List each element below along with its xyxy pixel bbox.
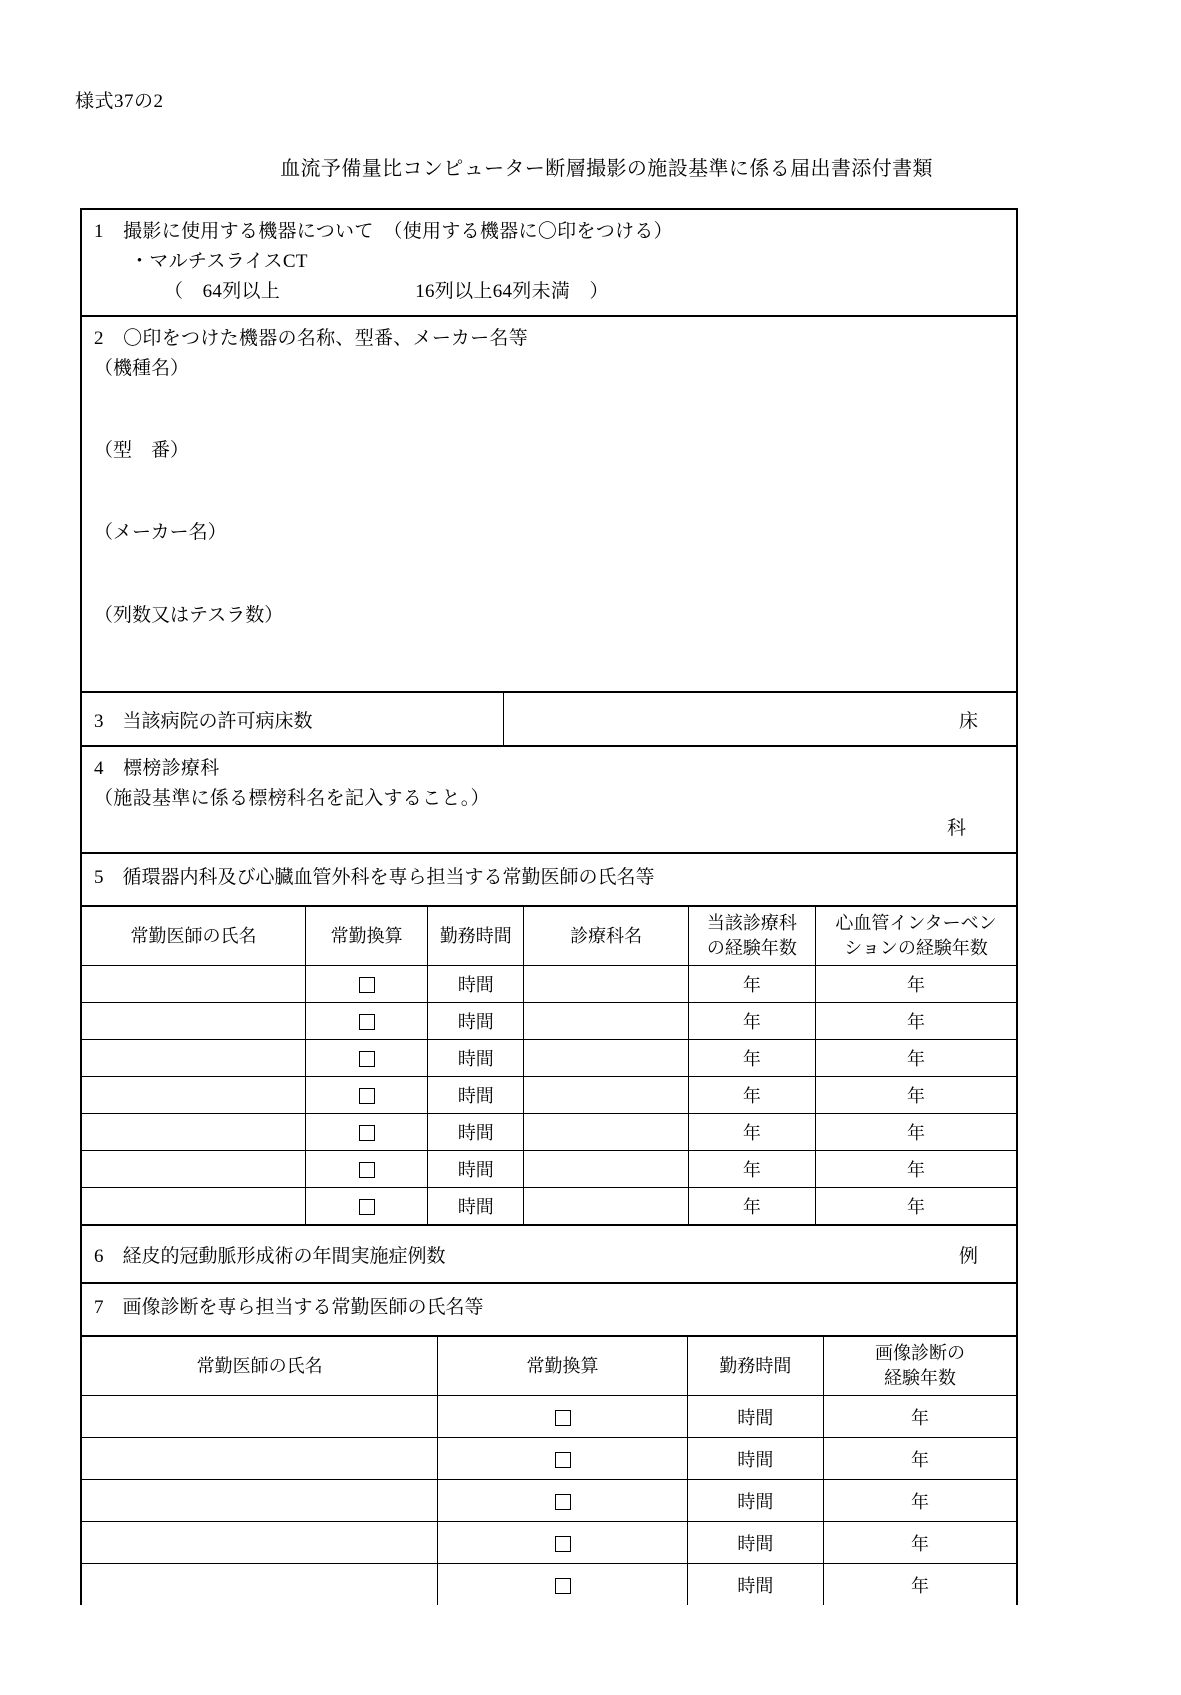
dept-experience-years-cell[interactable]: 年 [688, 966, 815, 1003]
section-2-rows-blank[interactable] [94, 631, 1004, 683]
form-number: 様式37の2 [75, 91, 164, 112]
fulltime-equivalent-cell[interactable] [305, 1040, 427, 1077]
column-header-3: 画像診断の 経験年数 [824, 1337, 1016, 1396]
table-row [82, 1480, 1016, 1522]
checkbox-icon[interactable] [359, 977, 375, 993]
fulltime-equivalent-cell[interactable] [438, 1480, 688, 1522]
column-header-2: 勤務時間 [687, 1337, 823, 1396]
department-name-cell[interactable] [524, 1003, 688, 1040]
checkbox-icon[interactable] [359, 1088, 375, 1104]
checkbox-icon[interactable] [359, 1199, 375, 1215]
doctor-name-input[interactable] [82, 1077, 305, 1114]
doctor-name-input[interactable] [82, 1522, 438, 1564]
department-name-cell[interactable] [524, 1077, 688, 1114]
column-header-5: 心血管インターベン ションの経験年数 [816, 907, 1016, 966]
table-row [82, 1564, 1016, 1606]
imaging-experience-years-cell[interactable]: 年 [824, 1396, 1016, 1438]
fulltime-equivalent-cell[interactable] [305, 1077, 427, 1114]
work-hours-cell[interactable]: 時間 [687, 1438, 823, 1480]
work-hours-cell[interactable]: 時間 [687, 1396, 823, 1438]
section-2 [82, 317, 1016, 693]
section-6-unit: 例 [958, 1245, 978, 1267]
section-1-options: （ 64列以上 16列以上64列未満 ） [164, 281, 609, 302]
document-title: 血流予備量比コンピューター断層撮影の施設基準に係る届出書添付書類 [280, 158, 933, 180]
section-6-heading: 6 経皮的冠動脈形成術の年間実施症例数 [94, 1245, 446, 1267]
work-hours-cell[interactable]: 時間 [687, 1480, 823, 1522]
section-1-item: ・マルチスライスCT [130, 251, 308, 272]
section-3-value-cell[interactable] [504, 693, 1016, 745]
doctor-name-input[interactable] [82, 1003, 305, 1040]
dept-experience-years-cell[interactable]: 年 [688, 1151, 815, 1188]
checkbox-icon[interactable] [359, 1125, 375, 1141]
section-2-heading: 2 〇印をつけた機器の名称、型番、メーカー名等 [94, 328, 529, 349]
doctor-name-input[interactable] [82, 1480, 438, 1522]
dept-experience-years-cell[interactable]: 年 [688, 1188, 815, 1225]
section-6 [82, 1226, 1016, 1284]
doctor-name-input[interactable] [82, 1151, 305, 1188]
table-header-row [82, 907, 1016, 966]
work-hours-cell[interactable]: 時間 [428, 1077, 524, 1114]
department-name-cell[interactable] [524, 1151, 688, 1188]
intervention-experience-years-cell[interactable]: 年 [816, 1077, 1016, 1114]
table-row [82, 966, 1016, 1003]
column-header-0: 常勤医師の氏名 [82, 907, 305, 966]
doctor-name-input[interactable] [82, 1114, 305, 1151]
section-2-model-blank[interactable] [94, 384, 1004, 436]
doctor-name-input[interactable] [82, 1396, 438, 1438]
checkbox-icon[interactable] [555, 1494, 571, 1510]
section-7 [82, 1284, 1016, 1605]
fulltime-equivalent-cell[interactable] [305, 1114, 427, 1151]
table-row [82, 1396, 1016, 1438]
fulltime-equivalent-cell[interactable] [305, 1003, 427, 1040]
checkbox-icon[interactable] [359, 1162, 375, 1178]
doctor-name-input[interactable] [82, 966, 305, 1003]
section-2-maker-blank[interactable] [94, 548, 1004, 601]
table-row [82, 1040, 1016, 1077]
checkbox-icon[interactable] [555, 1452, 571, 1468]
column-header-4: 当該診療科 の経験年数 [688, 907, 815, 966]
imaging-experience-years-cell[interactable]: 年 [824, 1438, 1016, 1480]
table-row [82, 1114, 1016, 1151]
work-hours-cell[interactable]: 時間 [687, 1564, 823, 1606]
intervention-experience-years-cell[interactable]: 年 [816, 1003, 1016, 1040]
department-name-cell[interactable] [524, 1114, 688, 1151]
section-7-heading: 7 画像診断を専ら担当する常勤医師の氏名等 [82, 1284, 1016, 1337]
doctor-name-input[interactable] [82, 1040, 305, 1077]
intervention-experience-years-cell[interactable]: 年 [816, 1040, 1016, 1077]
department-name-cell[interactable] [524, 1188, 688, 1225]
section-2-model-label: （機種名） [94, 358, 190, 379]
doctor-name-input[interactable] [82, 1564, 438, 1606]
fulltime-equivalent-cell[interactable] [438, 1564, 688, 1606]
table-row [82, 1003, 1016, 1040]
work-hours-cell[interactable]: 時間 [687, 1522, 823, 1564]
work-hours-cell[interactable]: 時間 [428, 1151, 524, 1188]
section-4-heading: 4 標榜診療科 [94, 758, 220, 779]
section-4-unit: 科 [946, 818, 966, 839]
checkbox-icon[interactable] [555, 1578, 571, 1594]
dept-experience-years-cell[interactable]: 年 [688, 1040, 815, 1077]
table-row [82, 1522, 1016, 1564]
section-1 [82, 210, 1016, 317]
table-header-row [82, 1337, 1016, 1396]
imaging-experience-years-cell[interactable]: 年 [824, 1480, 1016, 1522]
fulltime-equivalent-cell[interactable] [305, 1151, 427, 1188]
intervention-experience-years-cell[interactable]: 年 [816, 966, 1016, 1003]
intervention-experience-years-cell[interactable]: 年 [816, 1114, 1016, 1151]
table-row [82, 1188, 1016, 1225]
section-2-rows-label: （列数又はテスラ数） [94, 605, 284, 626]
column-header-1: 常勤換算 [305, 907, 427, 966]
checkbox-icon[interactable] [359, 1014, 375, 1030]
work-hours-cell[interactable]: 時間 [428, 966, 524, 1003]
fulltime-equivalent-cell[interactable] [438, 1522, 688, 1564]
section-5-heading: 5 循環器内科及び心臓血管外科を専ら担当する常勤医師の氏名等 [82, 854, 1016, 907]
imaging-experience-years-cell[interactable]: 年 [824, 1522, 1016, 1564]
table-row [82, 1151, 1016, 1188]
section-2-type-label: （型 番） [94, 440, 190, 461]
work-hours-cell[interactable]: 時間 [428, 1040, 524, 1077]
intervention-experience-years-cell[interactable]: 年 [816, 1188, 1016, 1225]
checkbox-icon[interactable] [555, 1410, 571, 1426]
doctor-name-input[interactable] [82, 1438, 438, 1480]
intervention-experience-years-cell[interactable]: 年 [816, 1151, 1016, 1188]
section-3-unit: 床 [958, 710, 978, 732]
section-3-heading: 3 当該病院の許可病床数 [82, 693, 504, 745]
table-row [82, 1438, 1016, 1480]
section-3 [82, 693, 1016, 747]
column-header-2: 勤務時間 [428, 907, 524, 966]
checkbox-icon[interactable] [359, 1051, 375, 1067]
checkbox-icon[interactable] [555, 1536, 571, 1552]
column-header-1: 常勤換算 [438, 1337, 688, 1396]
section-1-heading: 1 撮影に使用する機器について （使用する機器に〇印をつける） [94, 221, 673, 242]
column-header-3: 診療科名 [524, 907, 688, 966]
work-hours-cell[interactable]: 時間 [428, 1188, 524, 1225]
fulltime-equivalent-cell[interactable] [438, 1396, 688, 1438]
section-7-table [82, 1337, 1016, 1605]
fulltime-equivalent-cell[interactable] [305, 966, 427, 1003]
section-4-note: （施設基準に係る標榜科名を記入すること。） [94, 788, 490, 809]
work-hours-cell[interactable]: 時間 [428, 1114, 524, 1151]
fulltime-equivalent-cell[interactable] [438, 1438, 688, 1480]
section-2-maker-label: （メーカー名） [94, 522, 227, 543]
table-row [82, 1077, 1016, 1114]
dept-experience-years-cell[interactable]: 年 [688, 1003, 815, 1040]
dept-experience-years-cell[interactable]: 年 [688, 1114, 815, 1151]
section-5-table [82, 907, 1016, 1224]
work-hours-cell[interactable]: 時間 [428, 1003, 524, 1040]
imaging-experience-years-cell[interactable]: 年 [824, 1564, 1016, 1606]
doctor-name-input[interactable] [82, 1188, 305, 1225]
department-name-cell[interactable] [524, 1040, 688, 1077]
section-2-type-blank[interactable] [94, 466, 1004, 518]
section-5 [82, 854, 1016, 1226]
form-frame [80, 208, 1018, 1605]
dept-experience-years-cell[interactable]: 年 [688, 1077, 815, 1114]
department-name-cell[interactable] [524, 966, 688, 1003]
section-4 [82, 747, 1016, 854]
column-header-0: 常勤医師の氏名 [82, 1337, 438, 1396]
fulltime-equivalent-cell[interactable] [305, 1188, 427, 1225]
